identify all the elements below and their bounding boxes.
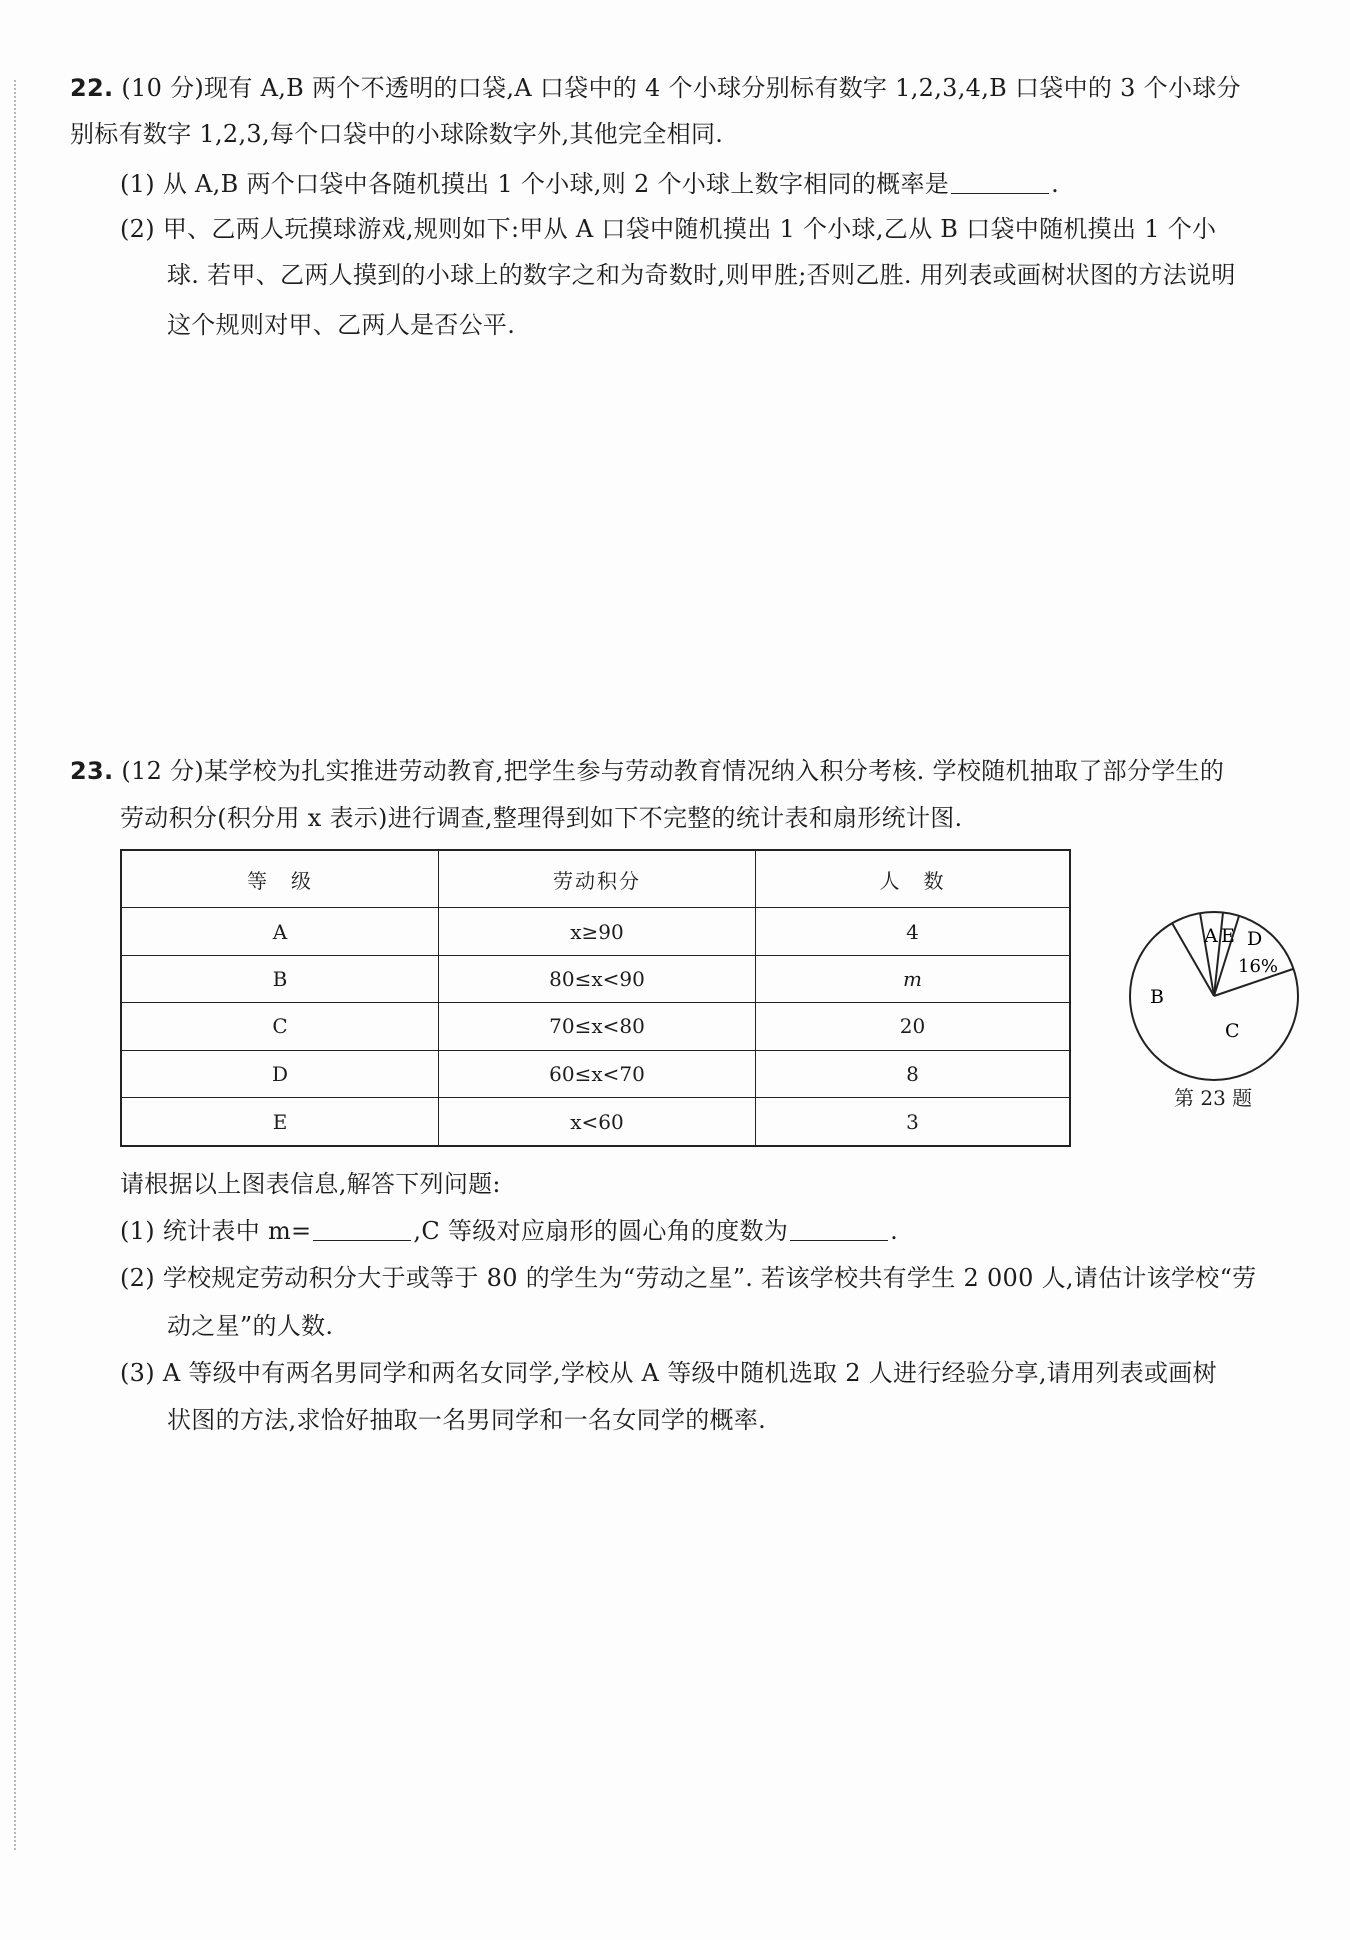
cell-score: 80≤x<90 <box>439 955 756 1002</box>
q23-part2-line1: (2) 学校规定劳动积分大于或等于 80 的学生为“劳动之星”. 若该学校共有学生 2 000 人,请估计该学校“劳 <box>120 1264 1257 1292</box>
table-row <box>121 908 1070 955</box>
cell-score: x≥90 <box>439 908 756 955</box>
q23-intro: 请根据以上图表信息,解答下列问题: <box>120 1170 501 1198</box>
q23-part3-line2: 状图的方法,求恰好抽取一名男同学和一名女同学的概率. <box>167 1406 767 1434</box>
answer-blank <box>313 1218 411 1241</box>
q23-part3-line1: (3) A 等级中有两名男同学和两名女同学,学校从 A 等级中随机选取 2 人进行经验分享,请用列表或画树 <box>120 1359 1217 1387</box>
q23-part1-prefix: (1) 统计表中 m= <box>120 1217 312 1245</box>
pie-label-d: D <box>1247 928 1263 950</box>
cell-score: 60≤x<70 <box>439 1050 756 1097</box>
table-row <box>121 1003 1070 1050</box>
q23-line1 <box>70 755 1224 787</box>
q22-line1 <box>70 72 1241 104</box>
table-header-row <box>121 850 1070 908</box>
pie-label-c: C <box>1225 1020 1240 1042</box>
answer-blank <box>951 171 1049 194</box>
pie-label-a: A <box>1204 925 1218 947</box>
figure-caption: 第 23 题 <box>1174 1086 1253 1110</box>
q23-part1-suffix: . <box>890 1217 899 1245</box>
cell-grade: D <box>121 1050 439 1097</box>
q23-part2-line2: 动之星”的人数. <box>167 1312 334 1340</box>
pie-label-b: B <box>1150 986 1164 1008</box>
cell-count: 3 <box>756 1098 1071 1146</box>
binding-margin-line <box>14 80 16 1850</box>
table-row <box>121 1098 1070 1146</box>
q22-part1-prefix: (1) 从 A,B 两个口袋中各随机摸出 1 个小球,则 2 个小球上数字相同的概率是 <box>120 170 950 198</box>
q23-line1-text: (12 分)某学校为扎实推进劳动教育,把学生参与劳动教育情况纳入积分考核. 学校随机抽取了部分学生的 <box>121 757 1225 785</box>
cell-grade: C <box>121 1003 439 1050</box>
header-score: 劳动积分 <box>439 850 756 908</box>
header-grade: 等 级 <box>121 850 439 908</box>
q23-line2: 劳动积分(积分用 x 表示)进行调查,整理得到如下不完整的统计表和扇形统计图. <box>120 804 963 832</box>
q22-part2-line3: 这个规则对甲、乙两人是否公平. <box>167 311 516 339</box>
cell-grade: A <box>121 908 439 955</box>
q22-part2-line1: (2) 甲、乙两人玩摸球游戏,规则如下:甲从 A 口袋中随机摸出 1 个小球,乙从 B 口袋中随机摸出 1 个小 <box>120 215 1217 243</box>
cell-count: 8 <box>756 1050 1071 1097</box>
pie-label-e: E <box>1221 925 1235 947</box>
q22-part1 <box>120 168 1059 200</box>
pie-chart <box>1126 908 1306 1088</box>
q23-part1-mid: ,C 等级对应扇形的圆心角的度数为 <box>413 1217 789 1245</box>
q22-line1-text: (10 分)现有 A,B 两个不透明的口袋,A 口袋中的 4 个小球分别标有数字 1,2,3,4,B 口袋中的 3 个小球分 <box>121 74 1241 102</box>
cell-score: 70≤x<80 <box>439 1003 756 1050</box>
cell-grade: E <box>121 1098 439 1146</box>
q22-part1-suffix: . <box>1051 170 1059 198</box>
q22-number: 22. <box>70 74 114 102</box>
answer-blank <box>790 1218 888 1241</box>
table-row <box>121 1050 1070 1097</box>
pie-label-d-percent: 16% <box>1238 956 1279 977</box>
q23-part1 <box>120 1215 898 1247</box>
header-count: 人 数 <box>756 850 1071 908</box>
q22-line2: 别标有数字 1,2,3,每个口袋中的小球除数字外,其他完全相同. <box>70 120 724 148</box>
table-row <box>121 955 1070 1002</box>
q22-part2-line2: 球. 若甲、乙两人摸到的小球上的数字之和为奇数时,则甲胜;否则乙胜. 用列表或画树状图的方法说明 <box>167 261 1236 289</box>
score-table <box>120 849 1071 1147</box>
cell-count: 20 <box>756 1003 1071 1050</box>
cell-grade: B <box>121 955 439 1002</box>
q23-number: 23. <box>70 757 114 785</box>
cell-score: x<60 <box>439 1098 756 1146</box>
cell-count: 4 <box>756 908 1071 955</box>
cell-count: m <box>756 955 1071 1002</box>
